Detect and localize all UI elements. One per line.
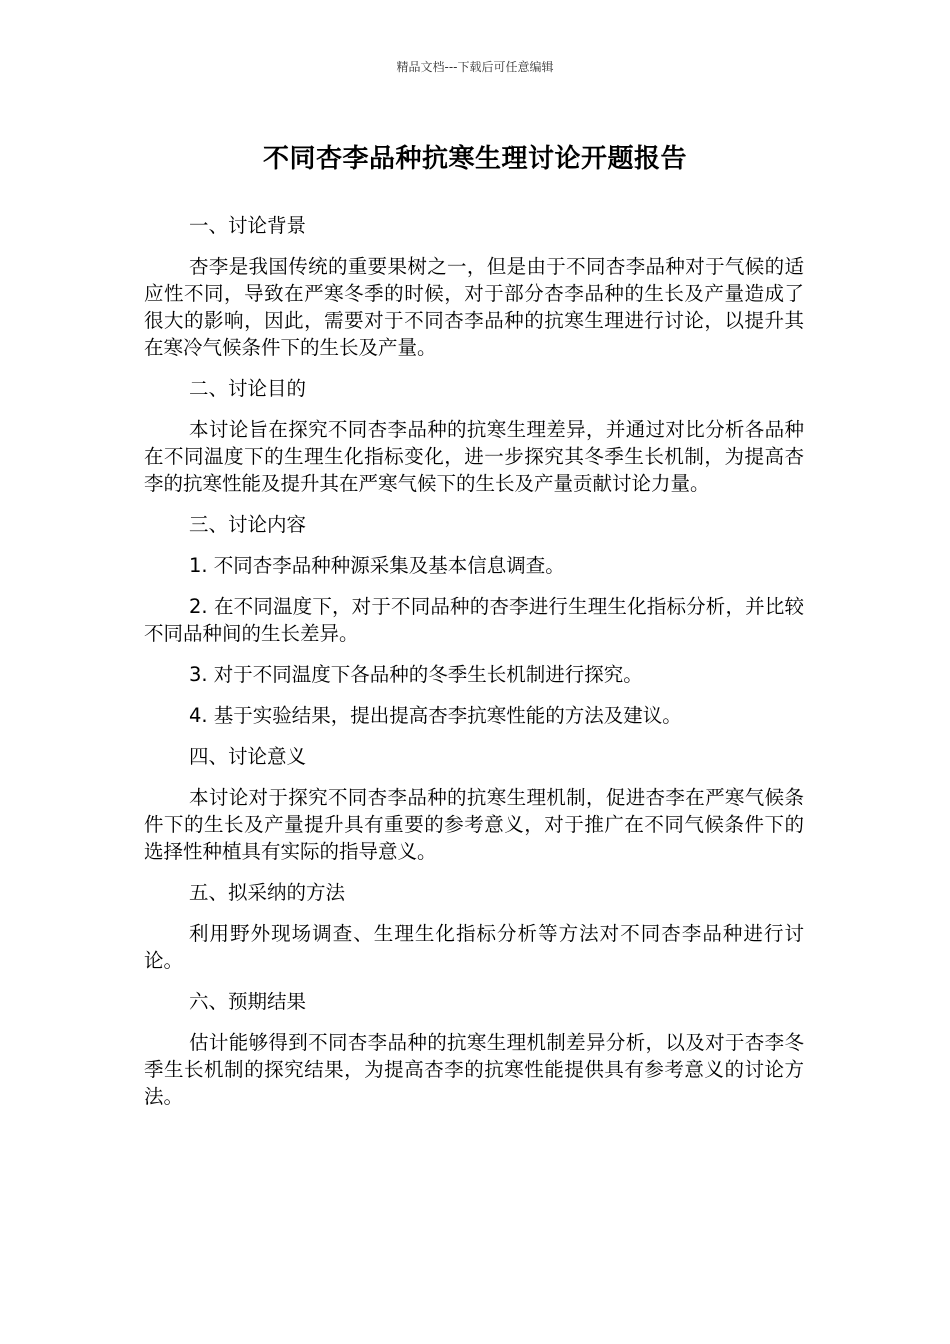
section-heading-background: 一、讨论背景: [189, 214, 307, 237]
list-item-content-3: 3. 对于不同温度下各品种的冬季生长机制进行探究。: [189, 663, 643, 686]
section-heading-significance: 四、讨论意义: [189, 745, 307, 768]
paragraph-expected-results: 估计能够得到不同杏李品种的抗寒生理机制差异分析，以及对于杏李冬季生长机制的探究结果，为提高杏李的抗寒性能提供具有参考意义的讨论方法。: [144, 1031, 804, 1108]
section-heading-methods: 五、拟采纳的方法: [189, 881, 346, 904]
section-heading-content: 三、讨论内容: [189, 513, 307, 536]
list-item-content-2: 2. 在不同温度下，对于不同品种的杏李进行生理生化指标分析，并比较不同品种间的生长差异。: [144, 595, 804, 645]
paragraph-purpose: 本讨论旨在探究不同杏李品种的抗寒生理差异，并通过对比分析各品种在不同温度下的生理生化指标变化，进一步探究其冬季生长机制，为提高杏李的抗寒性能及提升其在严寒气候下的生长及产量贡献讨论力量。: [144, 418, 804, 495]
section-heading-purpose: 二、讨论目的: [189, 377, 307, 400]
list-item-content-4: 4. 基于实验结果，提出提高杏李抗寒性能的方法及建议。: [189, 704, 682, 727]
document-body: [144, 212, 804, 1124]
paragraph-background: 杏李是我国传统的重要果树之一，但是由于不同杏李品种对于气候的适应性不同，导致在严寒冬季的时候，对于部分杏李品种的生长及产量造成了很大的影响，因此，需要对于不同杏李品种的抗寒生理进行讨论，以提升其在寒冷气候条件下的生长及产量。: [144, 255, 804, 359]
paragraph-significance: 本讨论对于探究不同杏李品种的抗寒生理机制，促进杏李在严寒气候条件下的生长及产量提升具有重要的参考意义，对于推广在不同气候条件下的选择性种植具有实际的指导意义。: [144, 786, 804, 863]
section-heading-expected-results: 六、预期结果: [189, 990, 307, 1013]
document-title: 不同杏李品种抗寒生理讨论开题报告: [262, 144, 687, 174]
paragraph-methods: 利用野外现场调查、生理生化指标分析等方法对不同杏李品种进行讨论。: [144, 922, 804, 972]
page-header-watermark: 精品文档---下载后可任意编辑: [396, 60, 554, 74]
list-item-content-1: 1. 不同杏李品种种源采集及基本信息调查。: [189, 554, 565, 577]
